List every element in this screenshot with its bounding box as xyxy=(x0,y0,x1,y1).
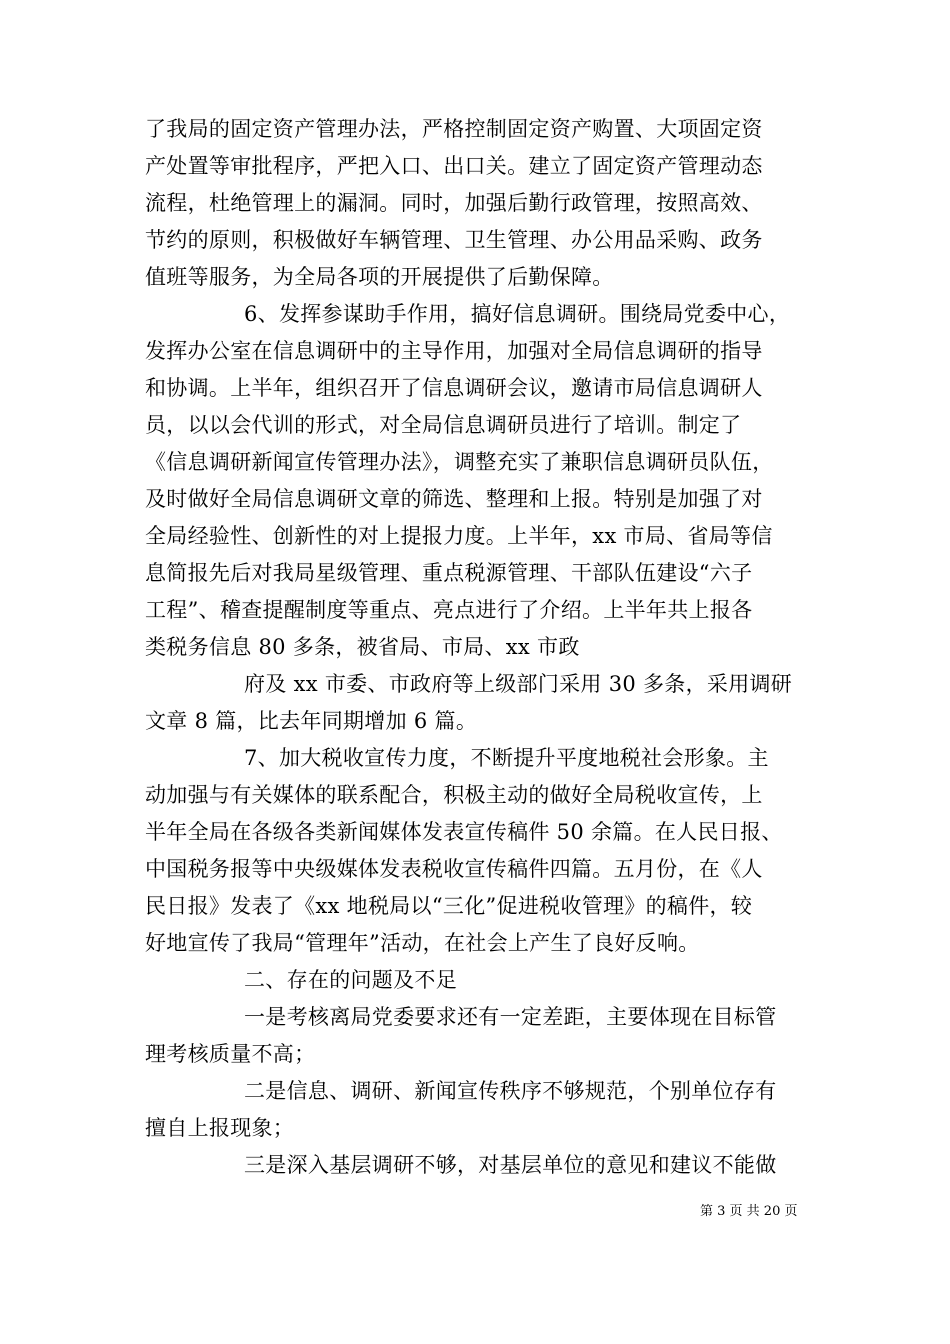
text-line: 产处置等审批程序，严把入口、出口关。建立了固定资产管理动态 xyxy=(145,154,763,178)
text-line: 民日报》发表了《xx 地税局以“三化”促进税收管理》的稿件，较 xyxy=(145,894,753,918)
text-line: 和协调。上半年，组织召开了信息调研会议，邀请市局信息调研人 xyxy=(145,376,763,400)
text-line: 工程”、稽查提醒制度等重点、亮点进行了介绍。上半年共上报各 xyxy=(145,598,753,622)
text-line: 7、加大税收宣传力度，不断提升平度地税社会形象。主 xyxy=(244,746,769,770)
text-line: 流程，杜绝管理上的漏洞。同时，加强后勤行政管理，按照高效、 xyxy=(145,191,763,215)
text-line: 文章 8 篇，比去年同期增加 6 篇。 xyxy=(145,709,478,733)
text-line: 理考核质量不高； xyxy=(145,1042,316,1066)
text-line: 中国税务报等中央级媒体发表税收宣传稿件四篇。五月份，在《人 xyxy=(145,857,763,881)
body-text xyxy=(145,111,810,1184)
text-line: 半年全局在各级各类新闻媒体发表宣传稿件 50 余篇。在人民日报、 xyxy=(145,820,783,844)
section-heading: 二、存在的问题及不足 xyxy=(244,968,457,992)
text-line: 好地宣传了我局“管理年”活动，在社会上产生了良好反响。 xyxy=(145,931,700,955)
text-line: 员，以以会代训的形式，对全局信息调研员进行了培训。制定了 xyxy=(145,413,742,437)
text-line: 发挥办公室在信息调研中的主导作用，加强对全局信息调研的指导 xyxy=(145,339,763,363)
text-line: 值班等服务，为全局各项的开展提供了后勤保障。 xyxy=(145,265,614,289)
text-line: 息简报先后对我局星级管理、重点税源管理、干部队伍建设“六子 xyxy=(145,561,753,585)
text-line: 府及 xx 市委、市政府等上级部门采用 30 多条，采用调研 xyxy=(244,672,793,696)
page-footer: 第 3 页 共 20 页 xyxy=(700,1204,798,1219)
text-line: 及时做好全局信息调研文章的筛选、整理和上报。特别是加强了对 xyxy=(145,487,763,511)
text-line: 三是深入基层调研不够，对基层单位的意见和建议不能做 xyxy=(244,1153,777,1177)
text-line: 二是信息、调研、新闻宣传秩序不够规范，个别单位存有 xyxy=(244,1079,777,1103)
text-line: 擅自上报现象； xyxy=(145,1116,295,1140)
text-line: 一是考核离局党委要求还有一定差距，主要体现在目标管 xyxy=(244,1005,777,1029)
text-line: 节约的原则，积极做好车辆管理、卫生管理、办公用品采购、政务 xyxy=(145,228,763,252)
text-line: 类税务信息 80 多条，被省局、市局、xx 市政 xyxy=(145,635,580,659)
text-line: 了我局的固定资产管理办法，严格控制固定资产购置、大项固定资 xyxy=(145,117,763,141)
text-line: 《信息调研新闻宣传管理办法》，调整充实了兼职信息调研员队伍， xyxy=(145,450,774,474)
text-line: 动加强与有关媒体的联系配合，积极主动的做好全局税收宣传，上 xyxy=(145,783,763,807)
text-line: 6、发挥参谋助手作用，搞好信息调研。围绕局党委中心， xyxy=(244,302,791,326)
text-line: 全局经验性、创新性的对上提报力度。上半年，xx 市局、省局等信 xyxy=(145,524,773,548)
